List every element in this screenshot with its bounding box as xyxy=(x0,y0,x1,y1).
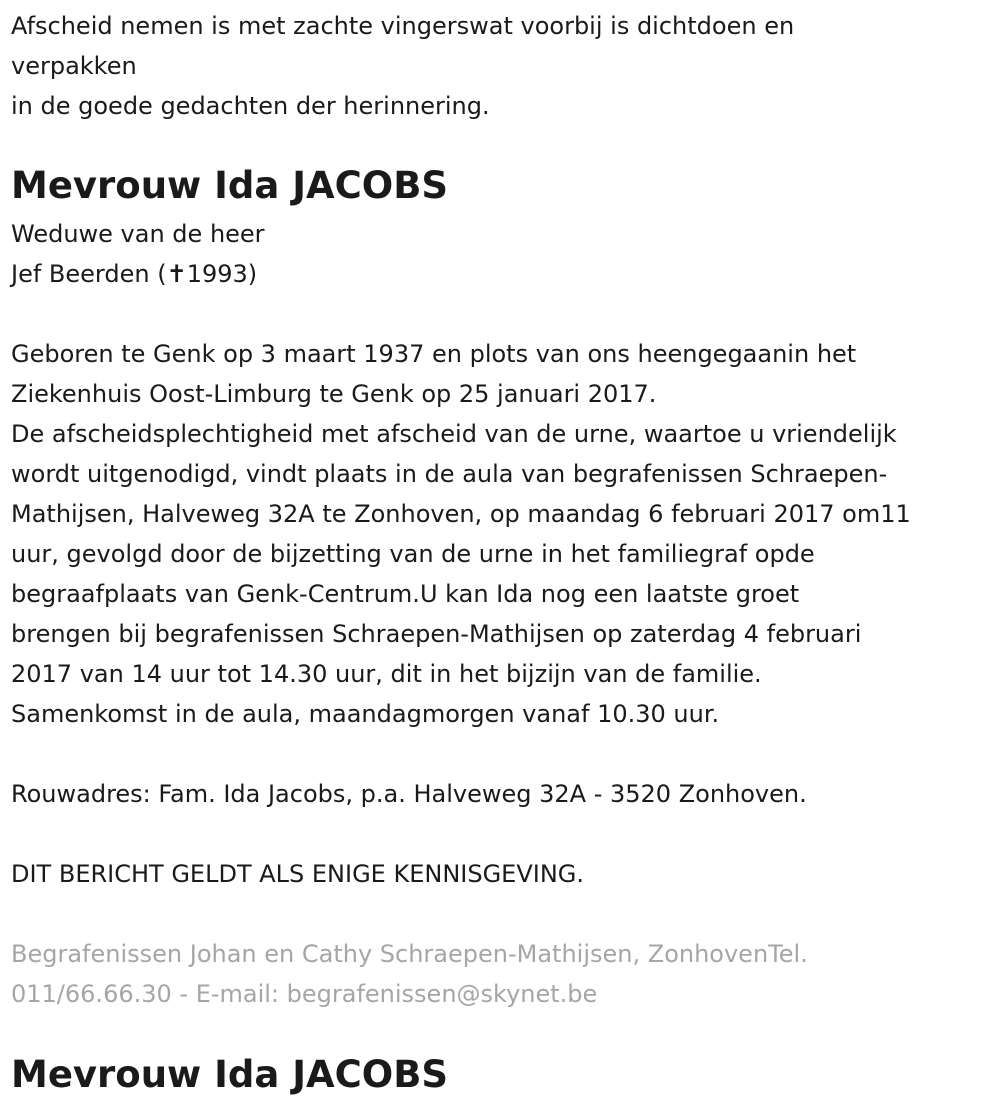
body-line: Geboren te Genk op 3 maart 1937 en plots van ons heengegaanin het xyxy=(11,340,857,368)
widow-name-line xyxy=(11,254,996,294)
undertaker-line: Begrafenissen Johan en Cathy Schraepen-Mathijsen, ZonhovenTel. xyxy=(11,940,808,968)
body-line: Samenkomst in de aula, maandagmorgen vanaf 10.30 uur. xyxy=(11,700,720,728)
footer-title: Mevrouw Ida JACOBS xyxy=(11,1053,449,1096)
deceased-title: Mevrouw Ida JACOBS xyxy=(11,164,449,207)
body-line: wordt uitgenodigd, vindt plaats in de aula van begrafenissen Schraepen- xyxy=(11,460,888,488)
undertaker-contact xyxy=(11,934,996,1014)
widow-name: Jef Beerden ( xyxy=(11,260,167,288)
mourning-address: Rouwadres: Fam. Ida Jacobs, p.a. Halveweg 32A - 3520 Zonhoven. xyxy=(11,780,807,808)
widow-line: Weduwe van de heer xyxy=(11,220,265,248)
body-line: De afscheidsplechtigheid met afscheid van de urne, waartoe u vriendelijk xyxy=(11,420,897,448)
widow-info xyxy=(11,214,996,294)
poem-line: in de goede gedachten der herinnering. xyxy=(11,92,490,120)
poem-line: Afscheid nemen is met zachte vingerswat voorbij is dichtdoen en xyxy=(11,12,795,40)
body-line: begraafplaats van Genk-Centrum.U kan Ida nog een laatste groet xyxy=(11,580,800,608)
body-line: uur, gevolgd door de bijzetting van de urne in het familiegraf opde xyxy=(11,540,815,568)
obituary-body xyxy=(11,334,996,734)
body-line: 2017 van 14 uur tot 14.30 uur, dit in het bijzijn van de familie. xyxy=(11,660,762,688)
undertaker-line: 011/66.66.30 - E-mail: begrafenissen@skynet.be xyxy=(11,980,598,1008)
poem-line: verpakken xyxy=(11,52,137,80)
cross-icon: ✝ xyxy=(166,260,187,288)
poem xyxy=(11,6,996,126)
widow-year: 1993) xyxy=(186,260,258,288)
body-line: brengen bij begrafenissen Schraepen-Mathijsen op zaterdag 4 februari xyxy=(11,620,862,648)
body-line: Ziekenhuis Oost-Limburg te Genk op 25 januari 2017. xyxy=(11,380,657,408)
body-line: Mathijsen, Halveweg 32A te Zonhoven, op maandag 6 februari 2017 om11 xyxy=(11,500,911,528)
notice-statement: DIT BERICHT GELDT ALS ENIGE KENNISGEVING. xyxy=(11,860,585,888)
